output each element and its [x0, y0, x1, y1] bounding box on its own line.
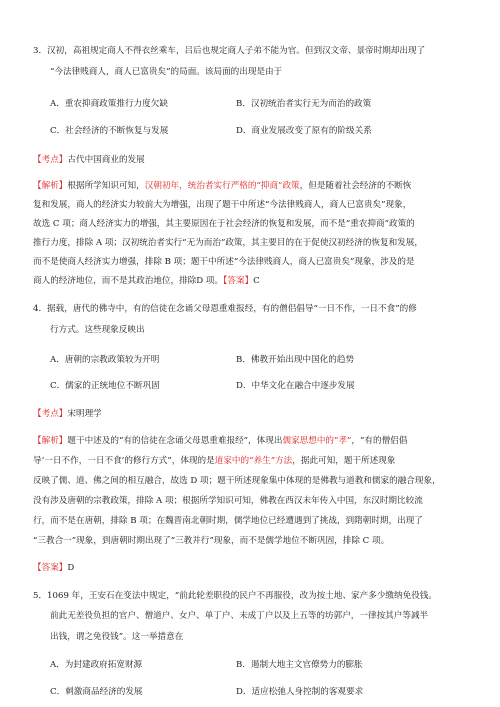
q4-stem-line1: 4．据载，唐代的佛寺中，有的信徒在念诵父母恩重难报经，有的僧侣倡导“一日不作，一日不食”的修 [33, 304, 417, 314]
q5-stem-line3: 出钱，谓之免役钱”。这一举措意在 [50, 632, 184, 642]
highlight-text: 道家中的“养生”方法 [214, 456, 293, 466]
q3-option-a: A．重农抑商政策推行力度欠缺 [50, 99, 168, 109]
answer-tag: 【答案】 [33, 563, 68, 573]
q5-option-d: D．适应松弛人身控制的客观要求 [236, 687, 364, 697]
q3-jiexi-line5: 而不是使商人经济实力增强，排除 B 项；题干中所述“今法律贱商人，商人已富贵矣”现象，涉及的是 [33, 257, 415, 267]
answer-tag: 【答案】 [223, 276, 254, 286]
jiexi-tag: 【解析】 [33, 181, 68, 191]
jiexi-text: 题干中述及的“有的信徒在念诵父母恩重难报经”，体现出 [67, 436, 283, 446]
q3-jiexi-line4: 推行力度，排除 A 项；汉初统治者实行“无为而治”政策，其主要目的在于促使汉初经济的恢复和发展， [33, 238, 423, 248]
q5-option-b: B．遏制大地主文官僚势力的膨胀 [236, 660, 363, 670]
q4-option-d: D．中华文化在融合中逐步发展 [236, 381, 355, 391]
q3-jiexi-line2: 复和发展，商人的经济实力较前大为增强，出现了题干中所述“今法律贱商人，商人已富贵矣”现象， [33, 200, 412, 210]
q3-stem-line1: 3．汉初，高祖规定商人不得衣丝乘车，吕后也规定商人子弟不能为官。但到汉文帝、景帝时期却出现了 [33, 46, 426, 56]
highlight-text: 汉朝初年，统治者实行严格的“抑商”政策 [144, 181, 300, 191]
jiexi-text: 根据所学知识可知， [67, 181, 145, 191]
q3-jiexi-line6 [33, 275, 260, 287]
q4-option-a: A．唐朝的宗教政策较为开明 [50, 355, 160, 365]
kaodian-tag: 【考点】 [33, 155, 68, 165]
q5-stem-line1: 5．1069 年，王安石在变法中规定，“前此轮差职役的民户不再服役，改为按土地、家产多少缴纳免役钱。 [33, 591, 437, 601]
jiexi-text: 导‘一日不作，一日不食’的修行方式”，体现的是 [33, 456, 215, 466]
q3-jiexi-line3: 故选 C 项；商人经济实力的增强，其主要原因在于社会经济的恢复和发展，而不是“重农抑商”政策的 [33, 219, 415, 229]
answer-value: D [67, 563, 75, 573]
q4-jiexi-line4: 没有涉及唐朝的宗教政策，排除 A 项；根据所学知识可知，佛教在西汉末年传入中国，东汉时期比较流 [33, 496, 423, 506]
kaodian-text: 古代中国商业的发展 [67, 155, 145, 165]
q4-jiexi-line2 [33, 455, 395, 467]
kaodian-tag: 【考点】 [33, 409, 68, 419]
q5-option-c: C．刺激商品经济的发展 [50, 687, 143, 697]
q4-option-b: B．佛教开始出现中国化的趋势 [236, 355, 355, 365]
q4-answer [33, 562, 74, 574]
q4-jiexi-line1 [33, 435, 407, 447]
q5-stem-line2: 前此无差役负担的官户、僧道户、女户、单丁户、未成丁户以及上五等的坊郭户，一律按其户等减半 [50, 611, 429, 621]
q3-option-c: C．社会经济的不断恢复与发展 [50, 126, 169, 136]
q5-option-a: A．为封建政府拓宽财源 [50, 660, 143, 670]
jiexi-text: ，但是随着社会经济的不断恢 [299, 181, 412, 191]
q3-option-d: D．商业发展改变了原有的阶级关系 [236, 126, 372, 136]
q4-stem-line2: 行方式。这些现象反映出 [50, 325, 145, 335]
q3-option-b: B．汉初统治者实行无为而治的政策 [236, 99, 372, 109]
jiexi-text: 商人的经济地位，而不是其政治地位，排除D 项。 [33, 276, 224, 286]
kaodian-text: 宋明理学 [67, 409, 102, 419]
highlight-text: 儒家思想中的“孝” [282, 436, 352, 446]
q4-jiexi-line5: 行，而不是在唐朝，排除 B 项；在魏晋南北朝时期，儒学地位已经遭遇到了挑战，到隋朝时期，出现了 [33, 516, 423, 526]
jiexi-text: ，据此可知，题干所述现象 [292, 456, 396, 466]
q3-stem-line2: “今法律贱商人，商人已富贵矣”的局面。该局面的出现是由于 [50, 67, 283, 77]
q4-option-c: C．儒家的正统地位不断巩固 [50, 381, 160, 391]
q4-kaodian [33, 408, 102, 420]
q3-jiexi-line1 [33, 180, 411, 192]
jiexi-text: ，“有的僧侣倡 [351, 436, 408, 446]
answer-value: C [253, 276, 260, 286]
jiexi-tag: 【解析】 [33, 436, 68, 446]
q4-jiexi-line6: “三教合一”现象，到唐朝时期出现了“三教并行”现象，而不是儒学地位不断巩固，排除 C 项。 [33, 536, 390, 546]
q3-kaodian [33, 154, 145, 166]
q4-jiexi-line3: 反映了儒、道、佛之间的相互融合，故选 D 项；题干所述现象集中体现的是佛教与道教和儒家的融合现象， [33, 476, 441, 486]
